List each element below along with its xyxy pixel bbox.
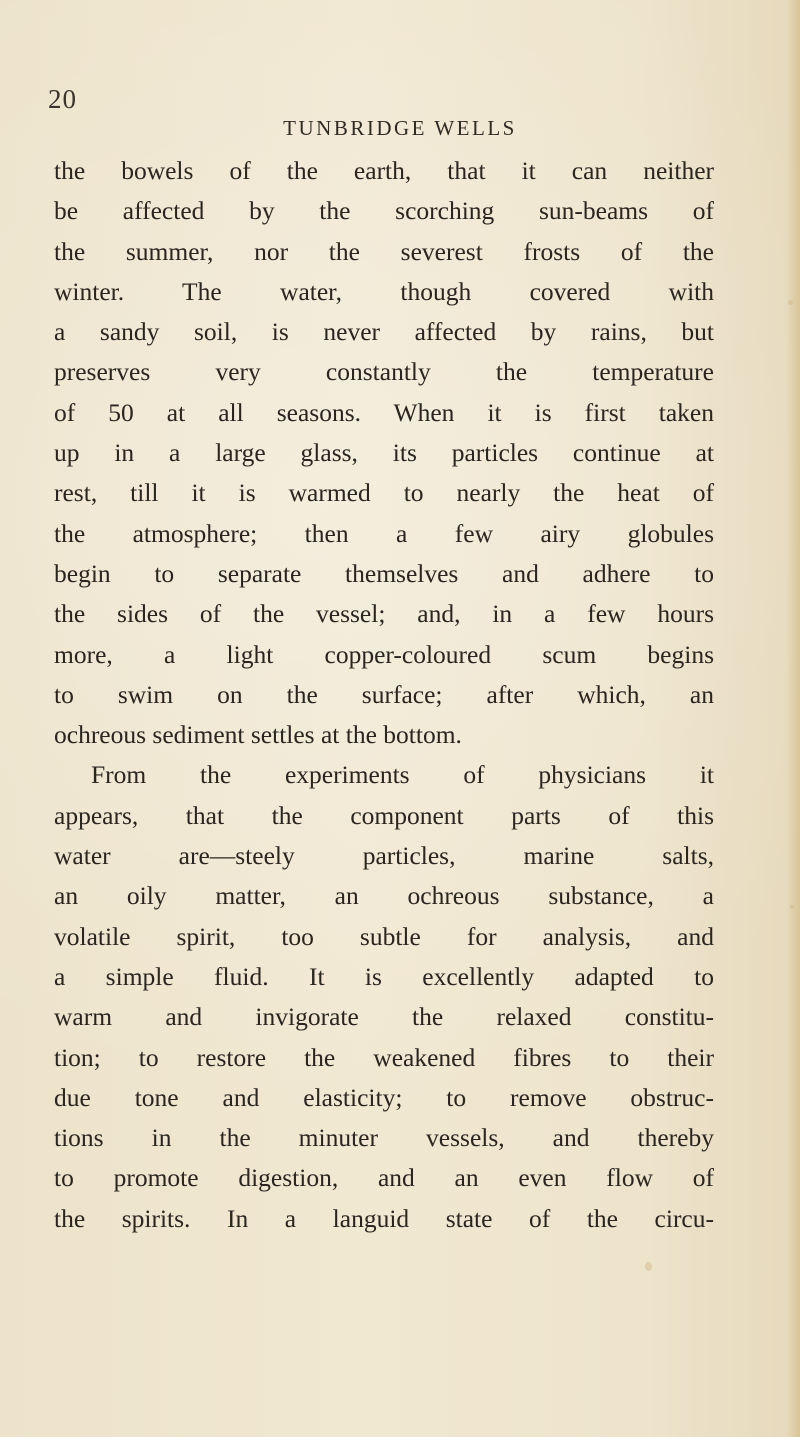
text-line: due tone and elasticity; to remove obstruc-: [54, 1082, 714, 1112]
paper-speck: [790, 905, 794, 909]
text-line: the summer, nor the severest frosts of the: [54, 236, 714, 266]
text-line: winter. The water, though covered with: [54, 276, 714, 306]
paragraph-first-line: From the experiments of physicians it: [91, 760, 714, 790]
text-line: up in a large glass, its particles continue at: [54, 438, 714, 468]
paper-speck: [645, 1262, 652, 1271]
running-title: TUNBRIDGE WELLS: [283, 116, 517, 140]
body-text: [54, 151, 714, 1239]
text-line: more, a light copper-coloured scum begins: [54, 639, 714, 669]
text-line: the spirits. In a languid state of the circu-: [54, 1203, 714, 1233]
text-line: the sides of the vessel; and, in a few hours: [54, 599, 714, 629]
text-line: of 50 at all seasons. When it is first taken: [54, 397, 714, 427]
page-edge-shadow: [786, 0, 800, 1437]
text-line: a sandy soil, is never affected by rains, but: [54, 317, 714, 347]
text-line: water are—steely particles, marine salts,: [54, 841, 714, 871]
text-line: tion; to restore the weakened fibres to their: [54, 1042, 714, 1072]
text-line: the bowels of the earth, that it can neither: [54, 156, 714, 185]
text-line: a simple fluid. It is excellently adapted to: [54, 961, 714, 991]
text-line: the atmosphere; then a few airy globules: [54, 518, 714, 548]
paper-speck: [788, 300, 793, 305]
text-line: an oily matter, an ochreous substance, a: [54, 881, 714, 911]
text-line: rest, till it is warmed to nearly the heat of: [54, 478, 714, 508]
text-line: tions in the minuter vessels, and thereby: [54, 1123, 714, 1153]
text-line: warm and invigorate the relaxed constitu-: [54, 1002, 714, 1032]
text-line: volatile spirit, too subtle for analysis, and: [54, 921, 714, 951]
text-line: preserves very constantly the temperature: [54, 357, 714, 387]
text-line: to promote digestion, and an even flow of: [54, 1163, 714, 1193]
text-line: ochreous sediment settles at the bottom.: [54, 720, 462, 750]
text-line: to swim on the surface; after which, an: [54, 679, 714, 709]
page-number: 20: [48, 84, 77, 114]
text-line: appears, that the component parts of this: [54, 800, 714, 830]
text-line: begin to separate themselves and adhere to: [54, 558, 714, 588]
text-line: be affected by the scorching sun-beams of: [54, 196, 714, 226]
